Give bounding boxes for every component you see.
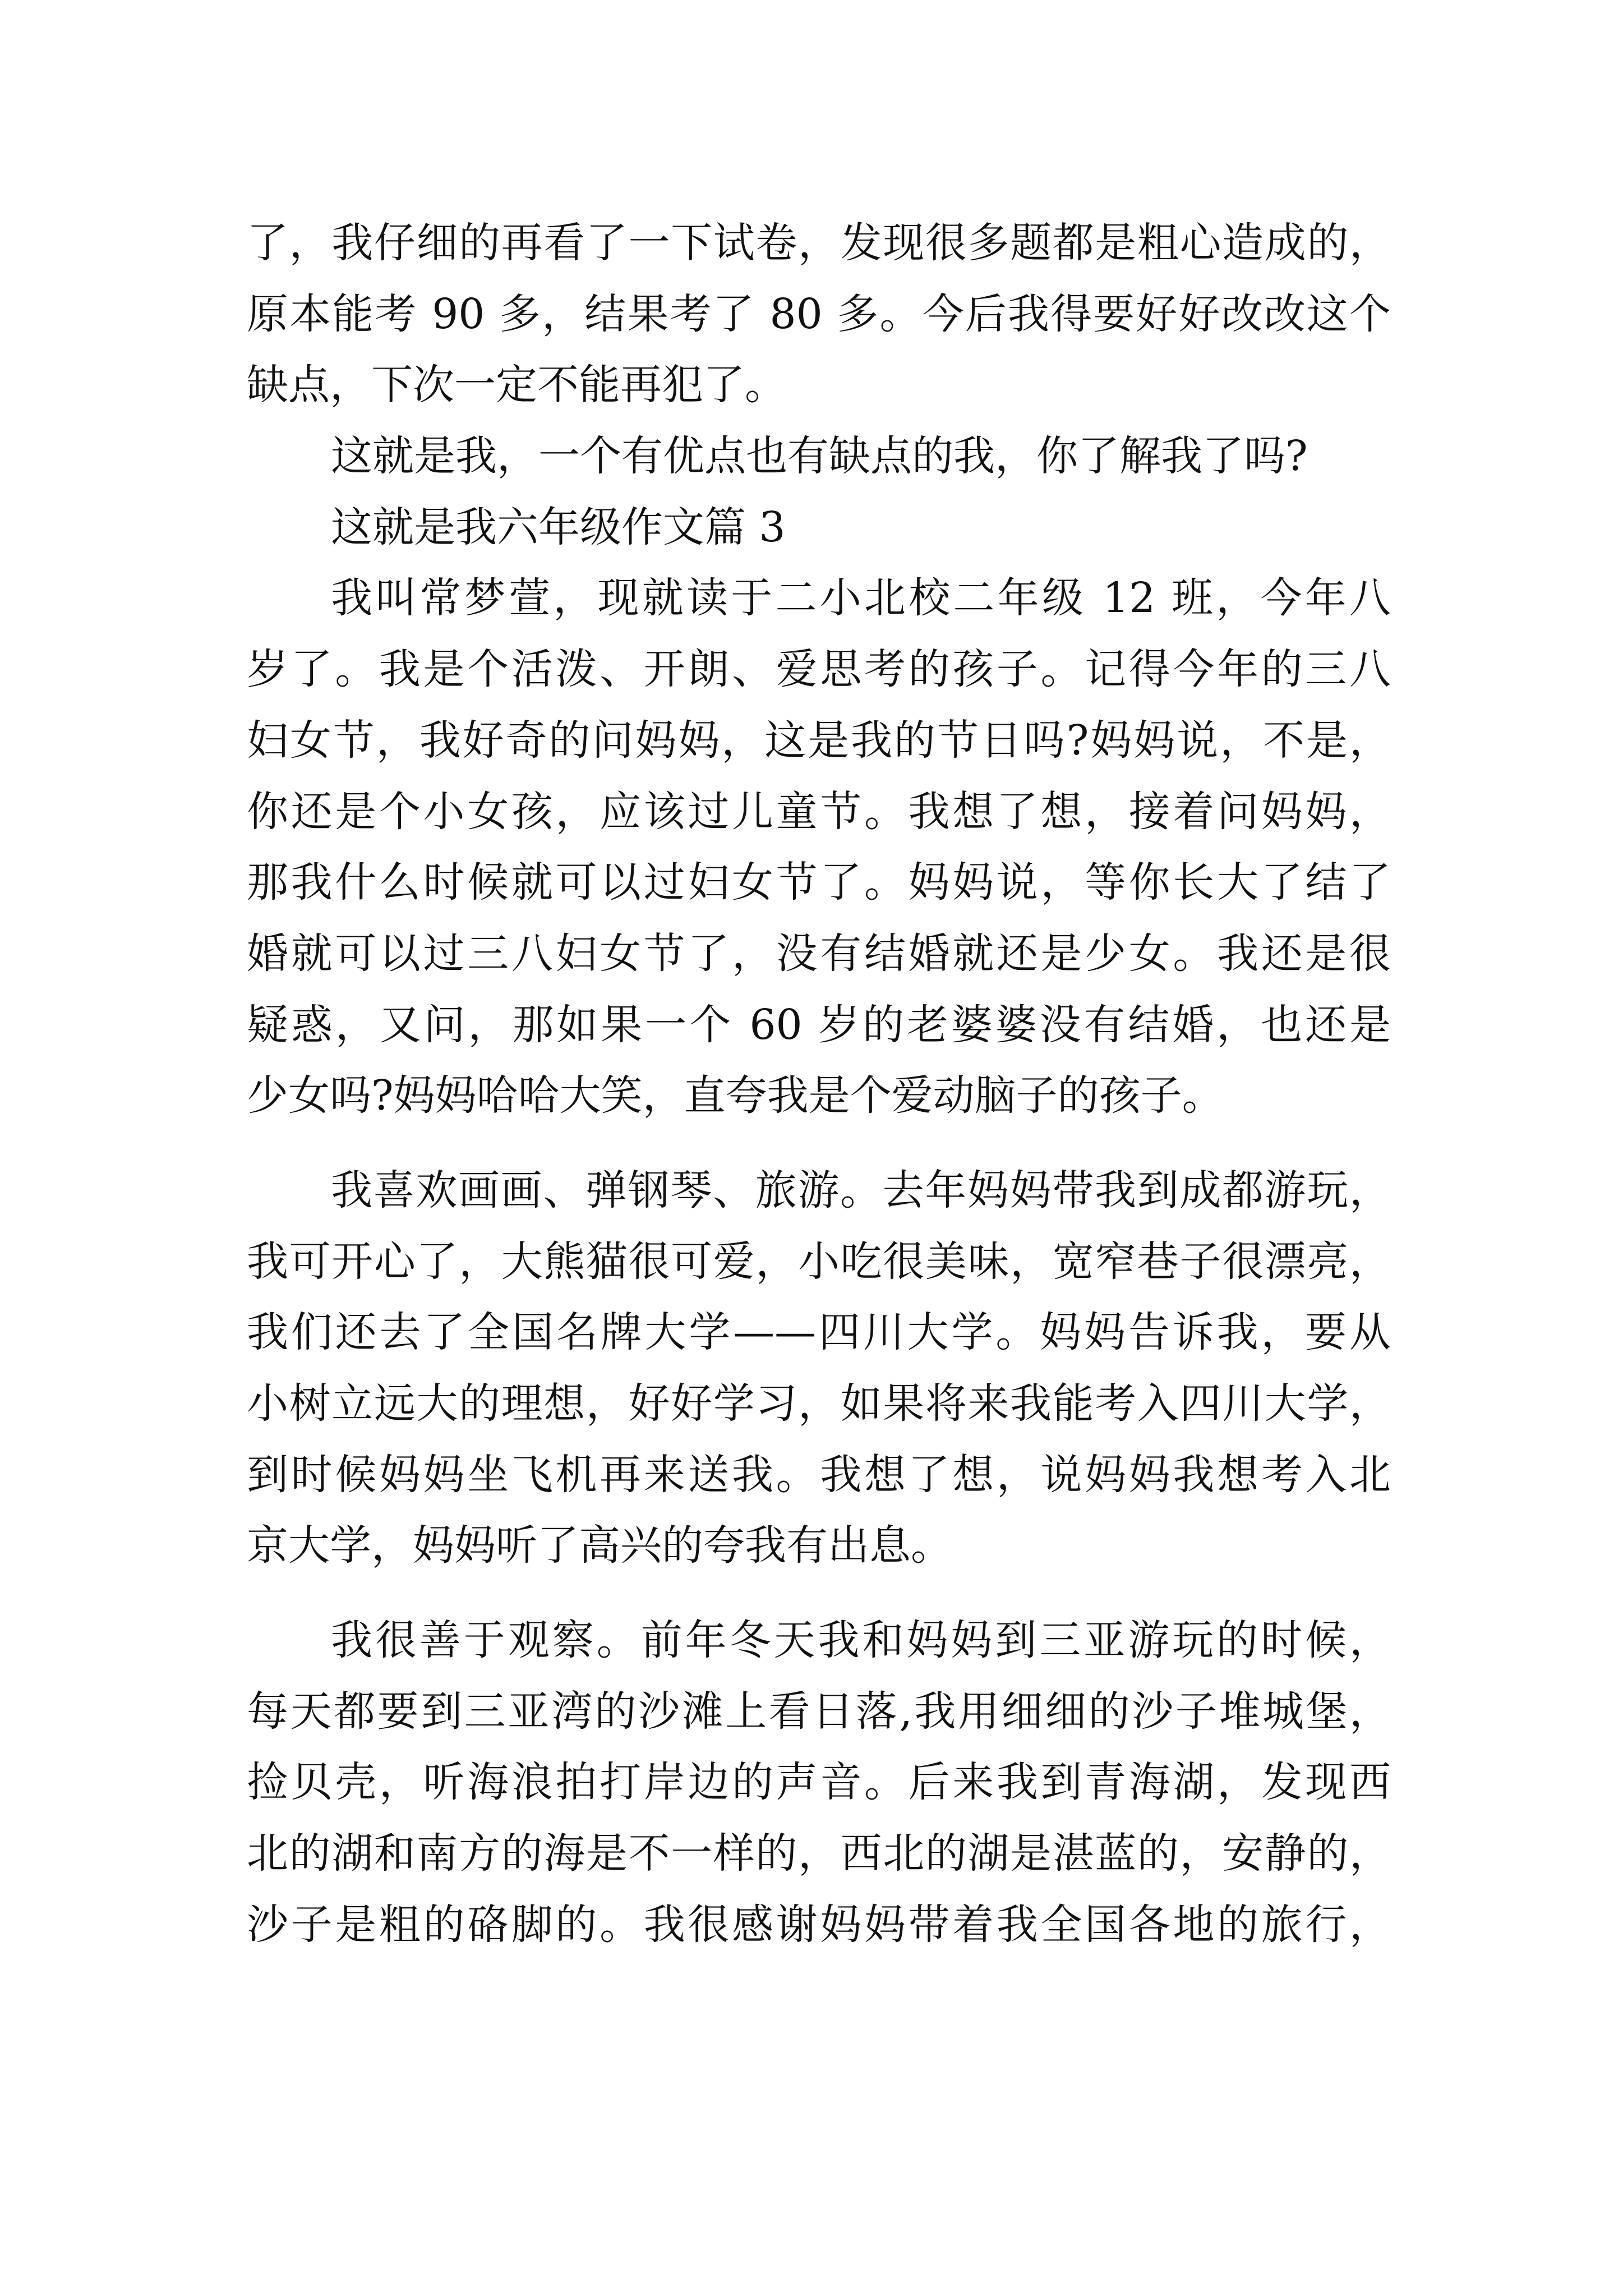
text-line: 小树立远大的理想，好好学习，如果将来我能考入四川大学， [247, 1379, 1391, 1428]
text-line: 京大学，妈妈听了高兴的夸我有出息。 [247, 1521, 952, 1570]
text-line: 原本能考 90 多，结果考了 80 多。今后我得要好好改改这个 [247, 289, 1391, 338]
text-line: 北的湖和南方的海是不一样的，西北的湖是湛蓝的，安静的， [247, 1829, 1391, 1878]
text-line: 少女吗?妈妈哈哈大笑，直夸我是个爱动脑子的孩子。 [247, 1071, 1224, 1120]
text-line: 捡贝壳，听海浪拍打岸边的声音。后来我到青海湖，发现西 [247, 1758, 1391, 1807]
text-line: 那我什么时候就可以过妇女节了。妈妈说，等你长大了结了 [247, 858, 1391, 907]
text-line: 我叫常梦萱，现就读于二小北校二年级 12 班，今年八 [331, 574, 1391, 623]
essay-text [247, 208, 1391, 1961]
text-line: 每天都要到三亚湾的沙滩上看日落,我用细细的沙子堆城堡， [247, 1687, 1391, 1736]
text-line: 疑惑，又问，那如果一个 60 岁的老婆婆没有结婚，也还是 [247, 1000, 1391, 1049]
text-line: 沙子是粗的硌脚的。我很感谢妈妈带着我全国各地的旅行， [247, 1900, 1391, 1949]
text-line: 这就是我，一个有优点也有缺点的我，你了解我了吗? [331, 432, 1308, 481]
section-heading: 这就是我六年级作文篇 3 [331, 503, 786, 551]
text-line: 妇女节，我好奇的问妈妈，这是我的节日吗?妈妈说，不是， [247, 716, 1391, 765]
text-line: 我可开心了，大熊猫很可爱，小吃很美味，宽窄巷子很漂亮， [247, 1237, 1391, 1286]
text-line: 了，我仔细的再看了一下试卷，发现很多题都是粗心造成的， [247, 219, 1391, 267]
text-line: 你还是个小女孩，应该过儿童节。我想了想，接着问妈妈， [247, 787, 1391, 836]
text-line: 我很善于观察。前年冬天我和妈妈到三亚游玩的时候， [331, 1616, 1391, 1665]
text-line: 缺点，下次一定不能再犯了。 [247, 361, 786, 409]
text-line: 岁了。我是个活泼、开朗、爱思考的孩子。记得今年的三八 [247, 645, 1391, 694]
text-line: 到时候妈妈坐飞机再来送我。我想了想，说妈妈我想考入北 [247, 1450, 1391, 1499]
text-line: 我喜欢画画、弹钢琴、旅游。去年妈妈带我到成都游玩， [331, 1166, 1391, 1214]
text-line: 婚就可以过三八妇女节了，没有结婚就还是少女。我还是很 [247, 929, 1391, 978]
text-line: 我们还去了全国名牌大学——四川大学。妈妈告诉我，要从 [247, 1308, 1391, 1357]
